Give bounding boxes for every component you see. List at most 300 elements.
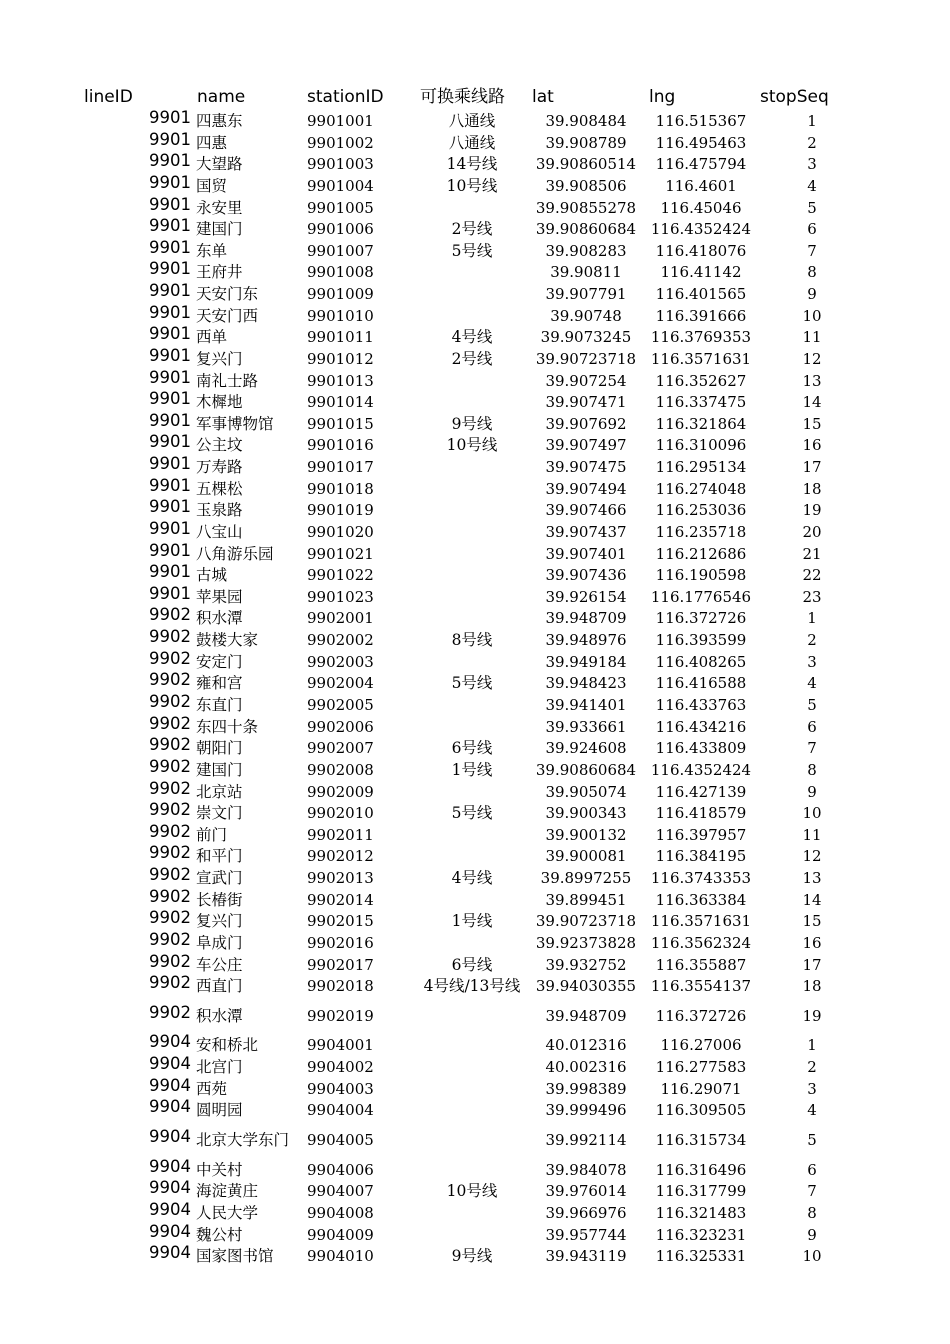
cell-transfer-lines[interactable]: 8号线 <box>451 631 493 649</box>
cell-transfer-lines[interactable]: 14号线 <box>446 155 498 173</box>
cell-lng[interactable]: 116.27006 <box>660 1036 742 1054</box>
cell-lat[interactable]: 39.924608 <box>545 739 627 757</box>
cell-name[interactable]: 大望路 <box>196 155 243 173</box>
cell-stationid[interactable]: 9901001 <box>307 112 374 130</box>
cell-lat[interactable]: 39.907791 <box>545 285 627 303</box>
cell-lng[interactable]: 116.434216 <box>655 718 747 736</box>
cell-stopseq[interactable]: 11 <box>802 826 822 844</box>
cell-lineid[interactable]: 9901 <box>149 476 191 495</box>
cell-name[interactable]: 海淀黄庄 <box>196 1182 259 1200</box>
cell-stopseq[interactable]: 22 <box>802 566 822 584</box>
cell-lng[interactable]: 116.310096 <box>655 436 747 454</box>
cell-lineid[interactable]: 9901 <box>149 173 191 192</box>
cell-lineid[interactable]: 9904 <box>149 1032 191 1051</box>
cell-stationid[interactable]: 9902015 <box>307 912 374 930</box>
cell-lineid[interactable]: 9902 <box>149 908 191 927</box>
cell-lineid[interactable]: 9901 <box>149 541 191 560</box>
cell-stopseq[interactable]: 8 <box>807 761 817 779</box>
cell-stopseq[interactable]: 10 <box>802 1247 822 1265</box>
cell-lineid[interactable]: 9901 <box>149 411 191 430</box>
cell-name[interactable]: 天安门东 <box>196 285 259 303</box>
cell-lineid[interactable]: 9904 <box>149 1054 191 1073</box>
cell-name[interactable]: 八角游乐园 <box>196 545 274 563</box>
cell-transfer-lines[interactable]: 八通线 <box>448 134 496 152</box>
cell-lat[interactable]: 39.948976 <box>545 631 627 649</box>
cell-stopseq[interactable]: 12 <box>802 350 822 368</box>
cell-stopseq[interactable]: 7 <box>807 739 817 757</box>
cell-lat[interactable]: 39.90723718 <box>535 912 637 930</box>
cell-name[interactable]: 建国门 <box>196 761 243 779</box>
cell-transfer-lines[interactable]: 9号线 <box>451 1247 493 1265</box>
cell-name[interactable]: 积水潭 <box>196 1007 243 1025</box>
cell-stopseq[interactable]: 10 <box>802 307 822 325</box>
cell-lineid[interactable]: 9902 <box>149 822 191 841</box>
header-transfer-lines[interactable]: 可换乘线路 <box>420 87 505 107</box>
cell-stationid[interactable]: 9904010 <box>307 1247 374 1265</box>
cell-lat[interactable]: 39.907466 <box>545 501 627 519</box>
cell-name[interactable]: 北宫门 <box>196 1058 243 1076</box>
cell-name[interactable]: 西苑 <box>196 1080 228 1098</box>
cell-transfer-lines[interactable]: 10号线 <box>446 177 498 195</box>
cell-name[interactable]: 和平门 <box>196 847 243 865</box>
cell-lng[interactable]: 116.372726 <box>655 1007 747 1025</box>
cell-stationid[interactable]: 9901011 <box>307 328 374 346</box>
cell-lng[interactable]: 116.253036 <box>655 501 747 519</box>
cell-stopseq[interactable]: 3 <box>807 653 817 671</box>
cell-lineid[interactable]: 9901 <box>149 259 191 278</box>
cell-stopseq[interactable]: 2 <box>807 1058 817 1076</box>
cell-stopseq[interactable]: 18 <box>802 480 822 498</box>
header-name[interactable]: name <box>197 87 246 107</box>
cell-stopseq[interactable]: 16 <box>802 934 822 952</box>
cell-lineid[interactable]: 9901 <box>149 281 191 300</box>
cell-stationid[interactable]: 9901003 <box>307 155 374 173</box>
cell-lng[interactable]: 116.212686 <box>655 545 747 563</box>
cell-lineid[interactable]: 9901 <box>149 216 191 235</box>
cell-stopseq[interactable]: 12 <box>802 847 822 865</box>
cell-stopseq[interactable]: 21 <box>802 545 822 563</box>
cell-name[interactable]: 复兴门 <box>196 912 243 930</box>
cell-lng[interactable]: 116.475794 <box>655 155 747 173</box>
cell-stationid[interactable]: 9902011 <box>307 826 374 844</box>
cell-stopseq[interactable]: 13 <box>802 372 822 390</box>
cell-lat[interactable]: 39.92373828 <box>535 934 637 952</box>
cell-stationid[interactable]: 9901005 <box>307 199 374 217</box>
cell-transfer-lines[interactable]: 5号线 <box>451 674 493 692</box>
cell-lineid[interactable]: 9902 <box>149 779 191 798</box>
cell-transfer-lines[interactable]: 10号线 <box>446 1182 498 1200</box>
cell-stopseq[interactable]: 9 <box>807 783 817 801</box>
cell-name[interactable]: 苹果园 <box>196 588 243 606</box>
cell-name[interactable]: 四惠 <box>196 134 228 152</box>
cell-lng[interactable]: 116.363384 <box>655 891 747 909</box>
cell-lineid[interactable]: 9902 <box>149 887 191 906</box>
cell-lat[interactable]: 39.900132 <box>545 826 627 844</box>
cell-stopseq[interactable]: 5 <box>807 1131 817 1149</box>
cell-stationid[interactable]: 9901017 <box>307 458 374 476</box>
cell-transfer-lines[interactable]: 4号线/13号线 <box>423 977 521 995</box>
cell-lineid[interactable]: 9901 <box>149 454 191 473</box>
cell-lineid[interactable]: 9901 <box>149 389 191 408</box>
cell-lng[interactable]: 116.3769353 <box>650 328 752 346</box>
cell-lng[interactable]: 116.397957 <box>655 826 747 844</box>
cell-lat[interactable]: 39.907471 <box>545 393 627 411</box>
cell-name[interactable]: 圆明园 <box>196 1101 243 1119</box>
cell-lng[interactable]: 116.295134 <box>655 458 747 476</box>
cell-lat[interactable]: 39.907475 <box>545 458 627 476</box>
cell-stationid[interactable]: 9902012 <box>307 847 374 865</box>
cell-transfer-lines[interactable]: 1号线 <box>451 912 493 930</box>
cell-lng[interactable]: 116.3554137 <box>650 977 752 995</box>
cell-lineid[interactable]: 9904 <box>149 1222 191 1241</box>
cell-stationid[interactable]: 9902004 <box>307 674 374 692</box>
cell-lat[interactable]: 39.908283 <box>545 242 627 260</box>
cell-stationid[interactable]: 9904001 <box>307 1036 374 1054</box>
cell-lineid[interactable]: 9902 <box>149 692 191 711</box>
cell-lineid[interactable]: 9902 <box>149 605 191 624</box>
cell-transfer-lines[interactable]: 4号线 <box>451 328 493 346</box>
cell-stationid[interactable]: 9901007 <box>307 242 374 260</box>
cell-lng[interactable]: 116.433809 <box>655 739 747 757</box>
cell-transfer-lines[interactable]: 2号线 <box>451 220 493 238</box>
cell-name[interactable]: 西单 <box>196 328 228 346</box>
cell-name[interactable]: 中关村 <box>196 1161 243 1179</box>
cell-stationid[interactable]: 9902002 <box>307 631 374 649</box>
cell-stopseq[interactable]: 5 <box>807 696 817 714</box>
cell-stationid[interactable]: 9901008 <box>307 263 374 281</box>
cell-stopseq[interactable]: 3 <box>807 1080 817 1098</box>
cell-lineid[interactable]: 9902 <box>149 930 191 949</box>
cell-stationid[interactable]: 9902010 <box>307 804 374 822</box>
cell-lng[interactable]: 116.317799 <box>655 1182 747 1200</box>
cell-lineid[interactable]: 9901 <box>149 108 191 127</box>
cell-lat[interactable]: 39.90855278 <box>535 199 637 217</box>
cell-lng[interactable]: 116.1776546 <box>650 588 752 606</box>
cell-transfer-lines[interactable]: 9号线 <box>451 415 493 433</box>
cell-lineid[interactable]: 9901 <box>149 238 191 257</box>
cell-lat[interactable]: 39.966976 <box>545 1204 627 1222</box>
cell-stationid[interactable]: 9901010 <box>307 307 374 325</box>
cell-lng[interactable]: 116.372726 <box>655 609 747 627</box>
cell-stopseq[interactable]: 10 <box>802 804 822 822</box>
cell-name[interactable]: 安和桥北 <box>196 1036 259 1054</box>
cell-stopseq[interactable]: 8 <box>807 263 817 281</box>
cell-stopseq[interactable]: 9 <box>807 285 817 303</box>
cell-lineid[interactable]: 9901 <box>149 562 191 581</box>
cell-lng[interactable]: 116.4352424 <box>650 761 752 779</box>
cell-stopseq[interactable]: 6 <box>807 1161 817 1179</box>
cell-name[interactable]: 朝阳门 <box>196 739 243 757</box>
cell-stopseq[interactable]: 4 <box>807 177 817 195</box>
cell-transfer-lines[interactable]: 6号线 <box>451 956 493 974</box>
cell-stationid[interactable]: 9904007 <box>307 1182 374 1200</box>
cell-stationid[interactable]: 9901013 <box>307 372 374 390</box>
cell-lng[interactable]: 116.337475 <box>655 393 747 411</box>
cell-lat[interactable]: 39.90860514 <box>535 155 637 173</box>
cell-lineid[interactable]: 9904 <box>149 1097 191 1116</box>
cell-lineid[interactable]: 9902 <box>149 843 191 862</box>
cell-name[interactable]: 积水潭 <box>196 609 243 627</box>
cell-stationid[interactable]: 9902008 <box>307 761 374 779</box>
cell-lng[interactable]: 116.393599 <box>655 631 747 649</box>
cell-lat[interactable]: 39.907401 <box>545 545 627 563</box>
cell-lng[interactable]: 116.274048 <box>655 480 747 498</box>
cell-name[interactable]: 军事博物馆 <box>196 415 274 433</box>
cell-lat[interactable]: 39.9073245 <box>540 328 632 346</box>
cell-lineid[interactable]: 9901 <box>149 368 191 387</box>
cell-stationid[interactable]: 9901012 <box>307 350 374 368</box>
cell-stopseq[interactable]: 4 <box>807 674 817 692</box>
cell-name[interactable]: 鼓楼大家 <box>196 631 259 649</box>
cell-lat[interactable]: 39.992114 <box>545 1131 627 1149</box>
cell-lat[interactable]: 39.90860684 <box>535 761 637 779</box>
cell-lat[interactable]: 39.907692 <box>545 415 627 433</box>
cell-lineid[interactable]: 9902 <box>149 865 191 884</box>
cell-lineid[interactable]: 9901 <box>149 519 191 538</box>
cell-lng[interactable]: 116.3571631 <box>650 350 752 368</box>
cell-lat[interactable]: 39.932752 <box>545 956 627 974</box>
cell-name[interactable]: 建国门 <box>196 220 243 238</box>
cell-lat[interactable]: 40.012316 <box>545 1036 627 1054</box>
cell-lat[interactable]: 39.999496 <box>545 1101 627 1119</box>
cell-lng[interactable]: 116.3571631 <box>650 912 752 930</box>
cell-lng[interactable]: 116.3743353 <box>650 869 752 887</box>
cell-lat[interactable]: 39.90748 <box>550 307 622 325</box>
cell-lng[interactable]: 116.352627 <box>655 372 747 390</box>
cell-stationid[interactable]: 9904005 <box>307 1131 374 1149</box>
cell-name[interactable]: 天安门西 <box>196 307 259 325</box>
cell-lng[interactable]: 116.433763 <box>655 696 747 714</box>
cell-stationid[interactable]: 9902014 <box>307 891 374 909</box>
cell-name[interactable]: 王府井 <box>196 263 243 281</box>
cell-lineid[interactable]: 9902 <box>149 735 191 754</box>
cell-stopseq[interactable]: 5 <box>807 199 817 217</box>
cell-lat[interactable]: 39.943119 <box>545 1247 627 1265</box>
cell-stationid[interactable]: 9902019 <box>307 1007 374 1025</box>
cell-stationid[interactable]: 9901016 <box>307 436 374 454</box>
cell-lng[interactable]: 116.515367 <box>655 112 747 130</box>
cell-lineid[interactable]: 9901 <box>149 497 191 516</box>
cell-lat[interactable]: 40.002316 <box>545 1058 627 1076</box>
cell-stationid[interactable]: 9901002 <box>307 134 374 152</box>
cell-stopseq[interactable]: 8 <box>807 1204 817 1222</box>
cell-lineid[interactable]: 9901 <box>149 324 191 343</box>
cell-name[interactable]: 东四十条 <box>196 718 259 736</box>
cell-stopseq[interactable]: 2 <box>807 134 817 152</box>
cell-stationid[interactable]: 9901009 <box>307 285 374 303</box>
cell-stopseq[interactable]: 7 <box>807 1182 817 1200</box>
cell-lineid[interactable]: 9901 <box>149 195 191 214</box>
cell-stopseq[interactable]: 14 <box>802 393 822 411</box>
cell-stationid[interactable]: 9904003 <box>307 1080 374 1098</box>
cell-lat[interactable]: 39.907494 <box>545 480 627 498</box>
cell-name[interactable]: 玉泉路 <box>196 501 243 519</box>
cell-lat[interactable]: 39.90723718 <box>535 350 637 368</box>
cell-name[interactable]: 东直门 <box>196 696 243 714</box>
cell-lat[interactable]: 39.907497 <box>545 436 627 454</box>
cell-stopseq[interactable]: 14 <box>802 891 822 909</box>
cell-stationid[interactable]: 9901021 <box>307 545 374 563</box>
cell-name[interactable]: 长椿街 <box>196 891 243 909</box>
cell-lat[interactable]: 39.984078 <box>545 1161 627 1179</box>
cell-lng[interactable]: 116.355887 <box>655 956 747 974</box>
cell-name[interactable]: 东单 <box>196 242 228 260</box>
cell-transfer-lines[interactable]: 6号线 <box>451 739 493 757</box>
cell-stationid[interactable]: 9902016 <box>307 934 374 952</box>
cell-name[interactable]: 八宝山 <box>196 523 243 541</box>
header-lat[interactable]: lat <box>532 87 554 107</box>
cell-stopseq[interactable]: 1 <box>807 112 817 130</box>
cell-lng[interactable]: 116.277583 <box>655 1058 747 1076</box>
header-stationid[interactable]: stationID <box>307 87 384 107</box>
cell-lat[interactable]: 39.900343 <box>545 804 627 822</box>
cell-transfer-lines[interactable]: 4号线 <box>451 869 493 887</box>
cell-transfer-lines[interactable]: 2号线 <box>451 350 493 368</box>
cell-name[interactable]: 复兴门 <box>196 350 243 368</box>
cell-lat[interactable]: 39.908484 <box>545 112 627 130</box>
cell-lng[interactable]: 116.309505 <box>655 1101 747 1119</box>
cell-stationid[interactable]: 9902001 <box>307 609 374 627</box>
cell-lineid[interactable]: 9902 <box>149 714 191 733</box>
cell-lat[interactable]: 39.941401 <box>545 696 627 714</box>
cell-stopseq[interactable]: 13 <box>802 869 822 887</box>
cell-lng[interactable]: 116.427139 <box>655 783 747 801</box>
cell-lng[interactable]: 116.391666 <box>655 307 747 325</box>
cell-stationid[interactable]: 9901014 <box>307 393 374 411</box>
cell-lng[interactable]: 116.45046 <box>660 199 742 217</box>
cell-lng[interactable]: 116.418579 <box>655 804 747 822</box>
cell-transfer-lines[interactable]: 5号线 <box>451 804 493 822</box>
cell-lat[interactable]: 39.926154 <box>545 588 627 606</box>
cell-lng[interactable]: 116.4601 <box>665 177 737 195</box>
cell-stationid[interactable]: 9901019 <box>307 501 374 519</box>
cell-stationid[interactable]: 9901023 <box>307 588 374 606</box>
cell-lineid[interactable]: 9904 <box>149 1243 191 1262</box>
cell-lineid[interactable]: 9904 <box>149 1127 191 1146</box>
cell-stationid[interactable]: 9901022 <box>307 566 374 584</box>
cell-lineid[interactable]: 9902 <box>149 800 191 819</box>
cell-name[interactable]: 崇文门 <box>196 804 243 822</box>
header-lineid[interactable]: lineID <box>84 87 133 107</box>
cell-lat[interactable]: 39.94030355 <box>535 977 637 995</box>
cell-name[interactable]: 木樨地 <box>196 393 243 411</box>
cell-lat[interactable]: 39.907436 <box>545 566 627 584</box>
cell-lng[interactable]: 116.408265 <box>655 653 747 671</box>
cell-name[interactable]: 北京站 <box>196 783 243 801</box>
cell-lat[interactable]: 39.948709 <box>545 1007 627 1025</box>
cell-lat[interactable]: 39.900081 <box>545 847 627 865</box>
cell-stationid[interactable]: 9904004 <box>307 1101 374 1119</box>
cell-stopseq[interactable]: 6 <box>807 718 817 736</box>
cell-lat[interactable]: 39.998389 <box>545 1080 627 1098</box>
cell-lat[interactable]: 39.949184 <box>545 653 627 671</box>
cell-stationid[interactable]: 9901020 <box>307 523 374 541</box>
cell-stationid[interactable]: 9901006 <box>307 220 374 238</box>
cell-lat[interactable]: 39.948709 <box>545 609 627 627</box>
cell-name[interactable]: 雍和宫 <box>196 674 243 692</box>
cell-name[interactable]: 阜成门 <box>196 934 243 952</box>
cell-stationid[interactable]: 9901015 <box>307 415 374 433</box>
cell-lat[interactable]: 39.899451 <box>545 891 627 909</box>
cell-lng[interactable]: 116.235718 <box>655 523 747 541</box>
cell-lng[interactable]: 116.4352424 <box>650 220 752 238</box>
cell-stationid[interactable]: 9902018 <box>307 977 374 995</box>
cell-lng[interactable]: 116.325331 <box>655 1247 747 1265</box>
cell-lng[interactable]: 116.315734 <box>655 1131 747 1149</box>
cell-lineid[interactable]: 9904 <box>149 1076 191 1095</box>
cell-lng[interactable]: 116.321864 <box>655 415 747 433</box>
cell-name[interactable]: 宣武门 <box>196 869 243 887</box>
cell-lineid[interactable]: 9902 <box>149 757 191 776</box>
cell-lng[interactable]: 116.3562324 <box>650 934 752 952</box>
cell-lat[interactable]: 39.8997255 <box>540 869 632 887</box>
cell-name[interactable]: 前门 <box>196 826 228 844</box>
cell-stopseq[interactable]: 3 <box>807 155 817 173</box>
cell-lng[interactable]: 116.495463 <box>655 134 747 152</box>
cell-lng[interactable]: 116.41142 <box>660 263 742 281</box>
cell-stationid[interactable]: 9902017 <box>307 956 374 974</box>
cell-stationid[interactable]: 9904008 <box>307 1204 374 1222</box>
cell-name[interactable]: 万寿路 <box>196 458 243 476</box>
cell-lat[interactable]: 39.948423 <box>545 674 627 692</box>
cell-lng[interactable]: 116.401565 <box>655 285 747 303</box>
cell-stopseq[interactable]: 9 <box>807 1226 817 1244</box>
cell-name[interactable]: 永安里 <box>196 199 243 217</box>
cell-stationid[interactable]: 9902009 <box>307 783 374 801</box>
cell-name[interactable]: 国家图书馆 <box>196 1247 274 1265</box>
cell-stopseq[interactable]: 19 <box>802 501 822 519</box>
cell-lineid[interactable]: 9904 <box>149 1178 191 1197</box>
cell-lng[interactable]: 116.384195 <box>655 847 747 865</box>
cell-lineid[interactable]: 9901 <box>149 584 191 603</box>
cell-name[interactable]: 五棵松 <box>196 480 243 498</box>
cell-name[interactable]: 安定门 <box>196 653 243 671</box>
cell-stopseq[interactable]: 16 <box>802 436 822 454</box>
cell-lineid[interactable]: 9901 <box>149 151 191 170</box>
cell-name[interactable]: 公主坟 <box>196 436 243 454</box>
cell-stopseq[interactable]: 2 <box>807 631 817 649</box>
cell-stationid[interactable]: 9902013 <box>307 869 374 887</box>
cell-lng[interactable]: 116.321483 <box>655 1204 747 1222</box>
cell-lng[interactable]: 116.418076 <box>655 242 747 260</box>
cell-stopseq[interactable]: 23 <box>802 588 822 606</box>
cell-stopseq[interactable]: 18 <box>802 977 822 995</box>
cell-name[interactable]: 西直门 <box>196 977 243 995</box>
cell-lng[interactable]: 116.323231 <box>655 1226 747 1244</box>
cell-stopseq[interactable]: 15 <box>802 912 822 930</box>
cell-lineid[interactable]: 9902 <box>149 952 191 971</box>
cell-stopseq[interactable]: 19 <box>802 1007 822 1025</box>
cell-stationid[interactable]: 9901004 <box>307 177 374 195</box>
cell-stopseq[interactable]: 17 <box>802 956 822 974</box>
cell-name[interactable]: 古城 <box>196 566 228 584</box>
cell-stationid[interactable]: 9902005 <box>307 696 374 714</box>
cell-lineid[interactable]: 9902 <box>149 973 191 992</box>
cell-stopseq[interactable]: 7 <box>807 242 817 260</box>
cell-stopseq[interactable]: 4 <box>807 1101 817 1119</box>
header-lng[interactable]: lng <box>649 87 676 107</box>
cell-lat[interactable]: 39.976014 <box>545 1182 627 1200</box>
cell-transfer-lines[interactable]: 5号线 <box>451 242 493 260</box>
cell-lng[interactable]: 116.316496 <box>655 1161 747 1179</box>
cell-name[interactable]: 国贸 <box>196 177 228 195</box>
cell-stopseq[interactable]: 6 <box>807 220 817 238</box>
cell-lat[interactable]: 39.905074 <box>545 783 627 801</box>
cell-stopseq[interactable]: 11 <box>802 328 822 346</box>
cell-lat[interactable]: 39.957744 <box>545 1226 627 1244</box>
cell-stopseq[interactable]: 1 <box>807 609 817 627</box>
cell-name[interactable]: 四惠东 <box>196 112 243 130</box>
